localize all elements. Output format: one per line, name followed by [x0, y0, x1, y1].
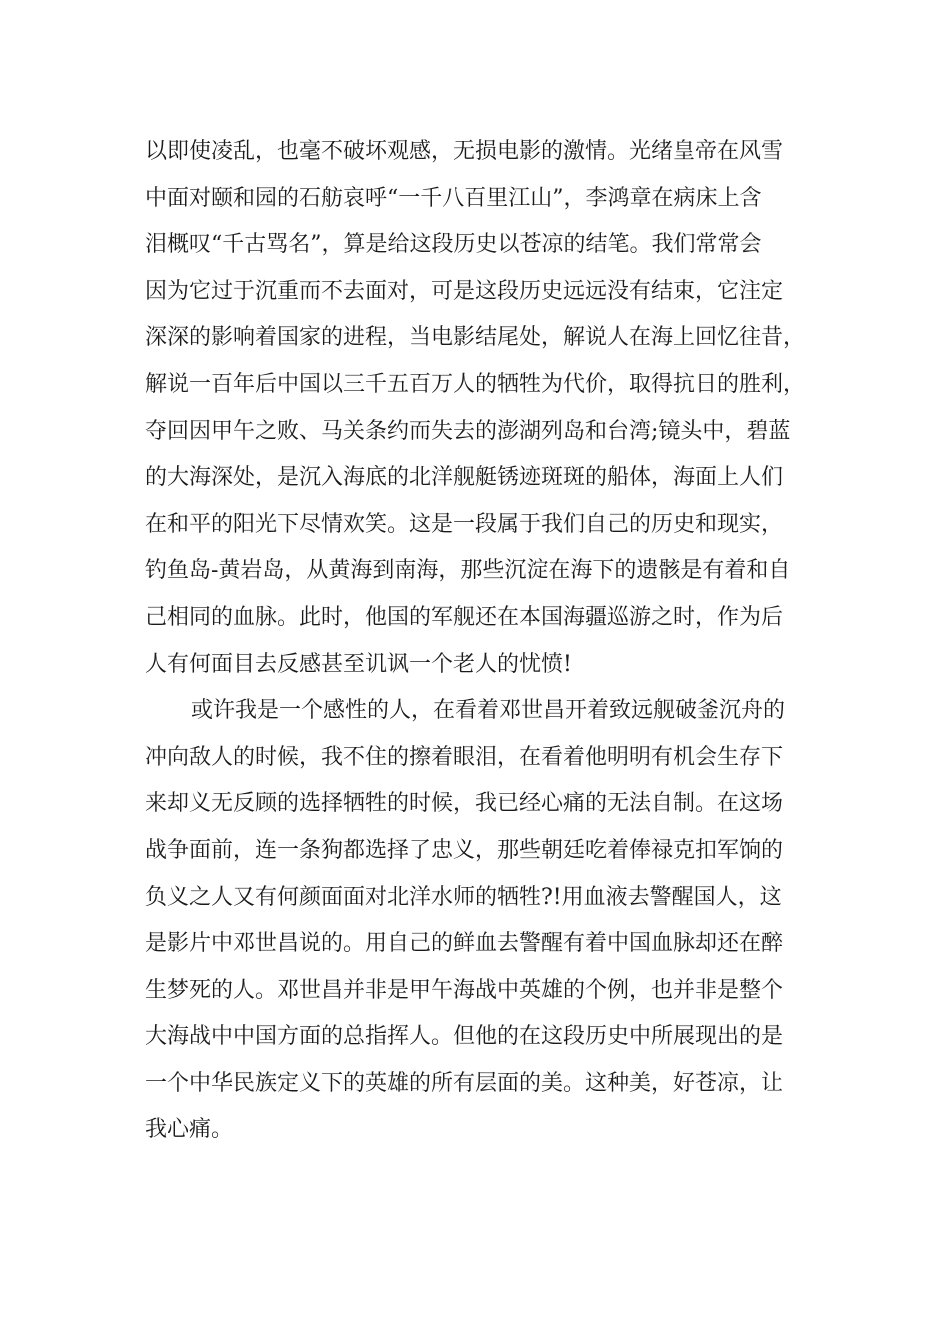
- text-line: 以即使凌乱，也毫不破坏观感，无损电影的激情。光绪皇帝在风雪: [145, 139, 784, 164]
- text-line: 己相同的血脉。此时，他国的军舰还在本国海疆巡游之时，作为后: [145, 604, 784, 630]
- body-text: [145, 129, 825, 1154]
- text-line: 因为它过于沉重而不去面对，可是这段历史远远没有结束，它注定: [145, 278, 784, 304]
- text-line: 或许我是一个感性的人，在看着邓世昌开着致远舰破釜沉舟的: [191, 698, 786, 724]
- paragraph-2: [145, 688, 825, 1154]
- text-line: 我心痛。: [145, 1117, 234, 1143]
- text-line: 泪概叹“千古骂名”，算是给这段历史以苍凉的结笔。我们常常会: [145, 232, 762, 258]
- text-line: 战争面前，连一条狗都选择了忠义，那些朝廷吃着俸禄克扣军饷的: [145, 837, 784, 863]
- text-line: 来却义无反顾的选择牺牲的时候，我已经心痛的无法自制。在这场: [145, 791, 784, 817]
- text-line: 大海战中中国方面的总指挥人。但他的在这段历史中所展现出的是: [145, 1024, 784, 1050]
- text-line: 生梦死的人。邓世昌并非是甲午海战中英雄的个例，也并非是整个: [145, 977, 784, 1003]
- text-line: 钓鱼岛-黄岩岛，从黄海到南海，那些沉淀在海下的遗骸是有着和自: [145, 558, 791, 584]
- text-line: 冲向敌人的时候，我不住的擦着眼泪，在看着他明明有机会生存下: [145, 744, 784, 770]
- text-line: 中面对颐和园的石舫哀呼“一千八百里江山”，李鸿章在病床上含: [145, 185, 762, 211]
- text-line: 是影片中邓世昌说的。用自己的鲜血去警醒有着中国血脉却还在醉: [145, 931, 784, 957]
- text-line: 在和平的阳光下尽情欢笑。这是一段属于我们自己的历史和现实，: [145, 511, 784, 537]
- text-line: 解说一百年后中国以三千五百万人的牺牲为代价，取得抗日的胜利，: [145, 371, 806, 397]
- text-line: 的大海深处，是沉入海底的北洋舰艇锈迹斑斑的船体，海面上人们: [145, 465, 784, 491]
- text-line: 夺回因甲午之败、马关条约而失去的澎湖列岛和台湾;镜头中，碧蓝: [145, 418, 791, 444]
- text-line: 深深的影响着国家的进程，当电影结尾处，解说人在海上回忆往昔，: [145, 325, 806, 351]
- text-line: 一个中华民族定义下的英雄的所有层面的美。这种美，好苍凉，让: [145, 1070, 784, 1096]
- text-line: 人有何面目去反感甚至讥讽一个老人的忧愤!: [145, 651, 572, 677]
- text-line: 负义之人又有何颜面面对北洋水师的牺牲?!用血液去警醒国人，这: [145, 884, 782, 910]
- paragraph-1: [145, 129, 825, 688]
